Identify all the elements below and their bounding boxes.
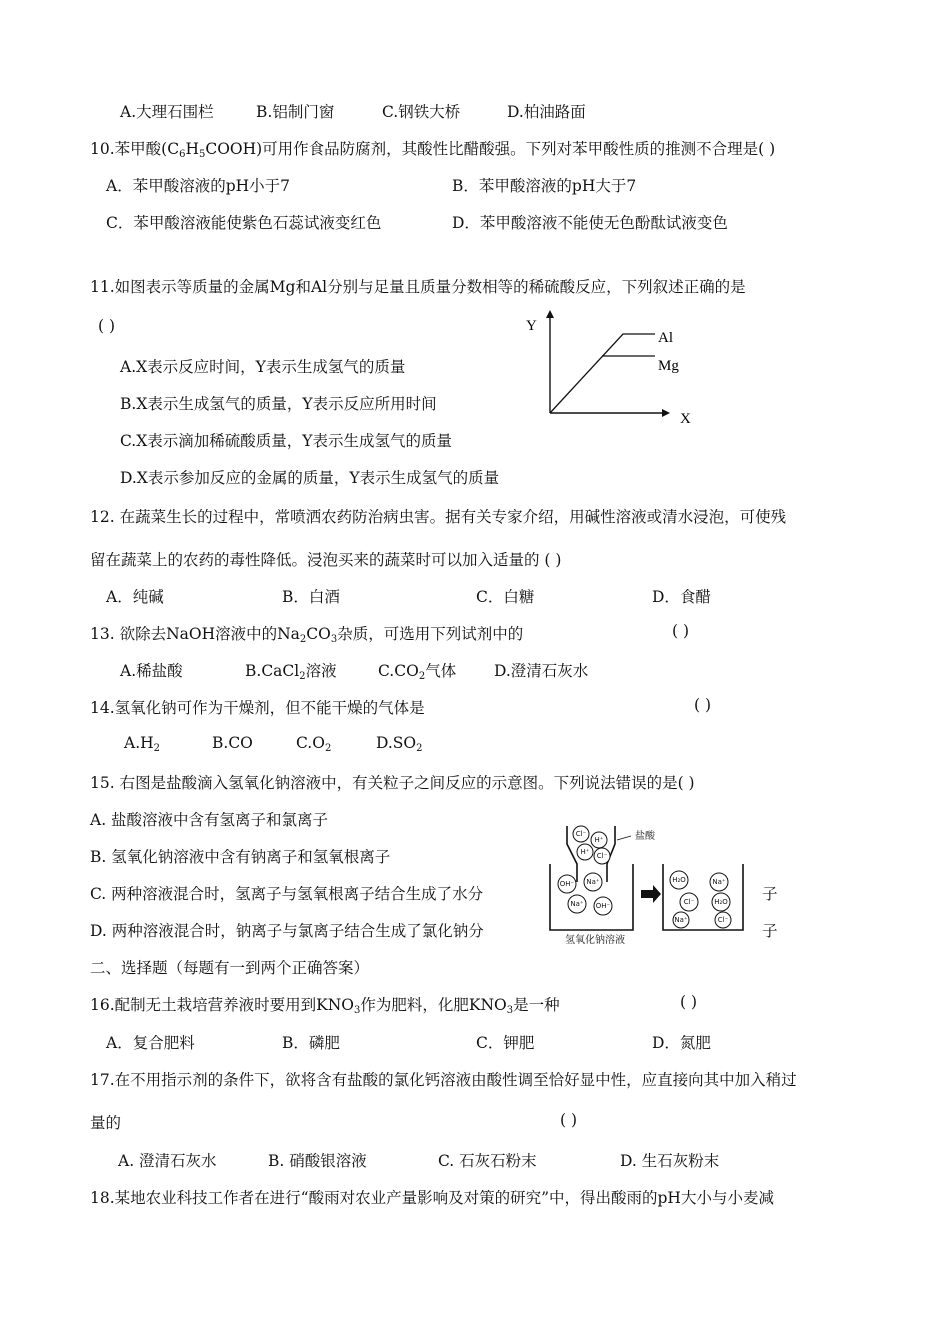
result-ion-5-label: Na⁺: [674, 916, 688, 924]
q14-option-a: $A.H_2$: [124, 734, 161, 754]
q9-option-c: C.钢铁大桥: [382, 103, 461, 121]
q10-stem: 10.苯甲酸$(C_6H_5COOH)$可用作食品防腐剂，其酸性比醋酸强。下列对苯甲酸性质的推测不合理是( ): [90, 140, 776, 160]
q12-stem-line1: 12. 在蔬菜生长的过程中，常喷洒农药防治病虫害。据有关专家介绍，用碱性溶液或清水浸泡，可使残: [90, 508, 787, 526]
q11-option-a: A.X表示反应时间，Y表示生成氢气的质量: [120, 358, 406, 376]
q12-option-b: B．白酒: [282, 588, 340, 606]
q15-option-c: C. 两种溶液混合时，氢离子与氢氧根离子结合生成了水分: [90, 885, 484, 903]
base-ion-2-label: Na⁺: [586, 878, 600, 886]
x-axis-label: X: [680, 411, 691, 427]
q10-option-a: A．苯甲酸溶液的pH小于7: [106, 177, 290, 195]
q10-option-c: C．苯甲酸溶液能使紫色石蕊试液变红色: [106, 214, 382, 232]
q11-graph: [526, 310, 720, 427]
q15-reaction-figure: [545, 822, 745, 947]
q18-stem: 18.某地农业科技工作者在进行“酸雨对农业产量影响及对策的研究”中，得出酸雨的pH大小与小麦减: [90, 1189, 774, 1207]
y-axis-label: Y: [526, 318, 537, 334]
q11-option-c: C.X表示滴加稀硫酸质量，Y表示生成氢气的质量: [120, 432, 453, 450]
q17-stem-line1: 17.在不用指示剂的条件下，欲将含有盐酸的氯化钙溶液由酸性调至恰好显中性，应直接向其中加入稍过: [90, 1071, 797, 1089]
q15-option-d: D. 两种溶液混合时，钠离子与氯离子结合生成了氯化钠分: [90, 922, 484, 940]
q10-option-b: B．苯甲酸溶液的pH大于7: [452, 177, 637, 195]
q14-option-b: B.CO: [212, 734, 253, 752]
result-ion-4-label: H₂O: [714, 898, 728, 906]
q16-answer-paren: ( ): [680, 993, 698, 1011]
base-ion-1-label: OH⁻: [559, 880, 575, 888]
q11-option-d: D.X表示参加反应的金属的质量，Y表示生成氢气的质量: [120, 469, 500, 487]
q16-stem: 16.配制无土栽培营养液时要用到$KNO_3$作为肥料，化肥$KNO_3$是一种: [90, 996, 560, 1016]
q14-option-d: $D.SO_2$: [376, 734, 423, 754]
q15-option-a: A. 盐酸溶液中含有氢离子和氯离子: [90, 811, 329, 829]
q14-option-c: $C.O_2$: [296, 734, 332, 754]
series-label-al: Al: [658, 330, 673, 346]
q11-option-b: B.X表示生成氢气的质量，Y表示反应所用时间: [120, 395, 437, 413]
reaction-arrow: [641, 885, 661, 903]
q13-option-c: $C.CO_2$气体: [378, 662, 457, 682]
q17-stem-line2: 量的: [90, 1114, 122, 1132]
q16-option-c: C．钾肥: [476, 1034, 535, 1052]
base-label: 氢氧化钠溶液: [565, 935, 625, 946]
section-2-heading: 二、选择题（每题有一到两个正确答案）: [90, 959, 370, 977]
q17-option-b: B. 硝酸银溶液: [268, 1152, 367, 1170]
q16-option-a: A．复合肥料: [106, 1034, 195, 1052]
q13-stem: 13. 欲除去NaOH溶液中的$Na_2CO_3$杂质，可选用下列试剂中的: [90, 625, 524, 645]
q16-option-d: D．氮肥: [652, 1034, 711, 1052]
q9-option-b: B.铝制门窗: [256, 103, 335, 121]
x-axis-arrow: [662, 409, 670, 417]
series-label-mg: Mg: [658, 358, 679, 374]
q16-option-b: B．磷肥: [282, 1034, 340, 1052]
acid-pointer: [617, 836, 631, 840]
q15-stem: 15. 右图是盐酸滴入氢氧化钠溶液中，有关粒子之间反应的示意图。下列说法错误的是( ): [90, 774, 695, 792]
q17-option-c: C. 石灰石粉末: [438, 1152, 537, 1170]
q11-answer-paren: ( ): [98, 317, 116, 335]
acid-ion-1-label: Cl⁻: [575, 830, 587, 838]
result-ion-2-label: Na⁺: [712, 878, 726, 886]
q9-option-d: D.柏油路面: [507, 103, 586, 121]
q10-option-d: D．苯甲酸溶液不能使无色酚酞试液变色: [452, 214, 728, 232]
base-ion-3-label: Na⁺: [570, 900, 584, 908]
q15-option-b: B. 氢氧化钠溶液中含有钠离子和氢氧根离子: [90, 848, 391, 866]
y-axis-arrow: [546, 310, 554, 318]
q13-option-b: B.CaCl$_2$溶液: [245, 662, 337, 682]
q12-option-a: A．纯碱: [106, 588, 164, 606]
q13-option-d: D.澄清石灰水: [494, 662, 589, 680]
acid-ion-4-label: Cl⁻: [596, 852, 608, 860]
q15-option-d-tail: 子: [762, 922, 778, 940]
q17-option-d: D. 生石灰粉末: [620, 1152, 720, 1170]
q12-option-c: C．白糖: [476, 588, 535, 606]
q14-stem: 14.氢氧化钠可作为干燥剂，但不能干燥的气体是: [90, 699, 425, 717]
q13-option-a: A.稀盐酸: [120, 662, 183, 680]
base-ion-4-label: OH⁻: [595, 902, 611, 910]
q12-stem-line2: 留在蔬菜上的农药的毒性降低。浸泡买来的蔬菜时可以加入适量的 ( ): [90, 551, 562, 569]
acid-ion-2-label: H⁺: [594, 836, 604, 844]
result-ion-1-label: H₂O: [672, 876, 686, 884]
q9-option-a: A.大理石围栏: [120, 103, 214, 121]
q17-option-a: A. 澄清石灰水: [118, 1152, 217, 1170]
acid-ion-3-label: H⁺: [580, 848, 590, 856]
q13-answer-paren: ( ): [672, 622, 690, 640]
q14-answer-paren: ( ): [694, 696, 712, 714]
q17-answer-paren: ( ): [560, 1111, 578, 1129]
result-ion-6-label: Cl⁻: [717, 916, 729, 924]
q15-option-c-tail: 子: [762, 885, 778, 903]
q12-option-d: D．食醋: [652, 588, 711, 606]
q11-stem: 11.如图表示等质量的金属Mg和Al分别与足量且质量分数相等的稀硫酸反应，下列叙述正确的是: [90, 278, 746, 296]
result-ion-3-label: Cl⁻: [683, 898, 695, 906]
acid-label: 盐酸: [635, 831, 655, 842]
series-al-line: [550, 334, 655, 413]
